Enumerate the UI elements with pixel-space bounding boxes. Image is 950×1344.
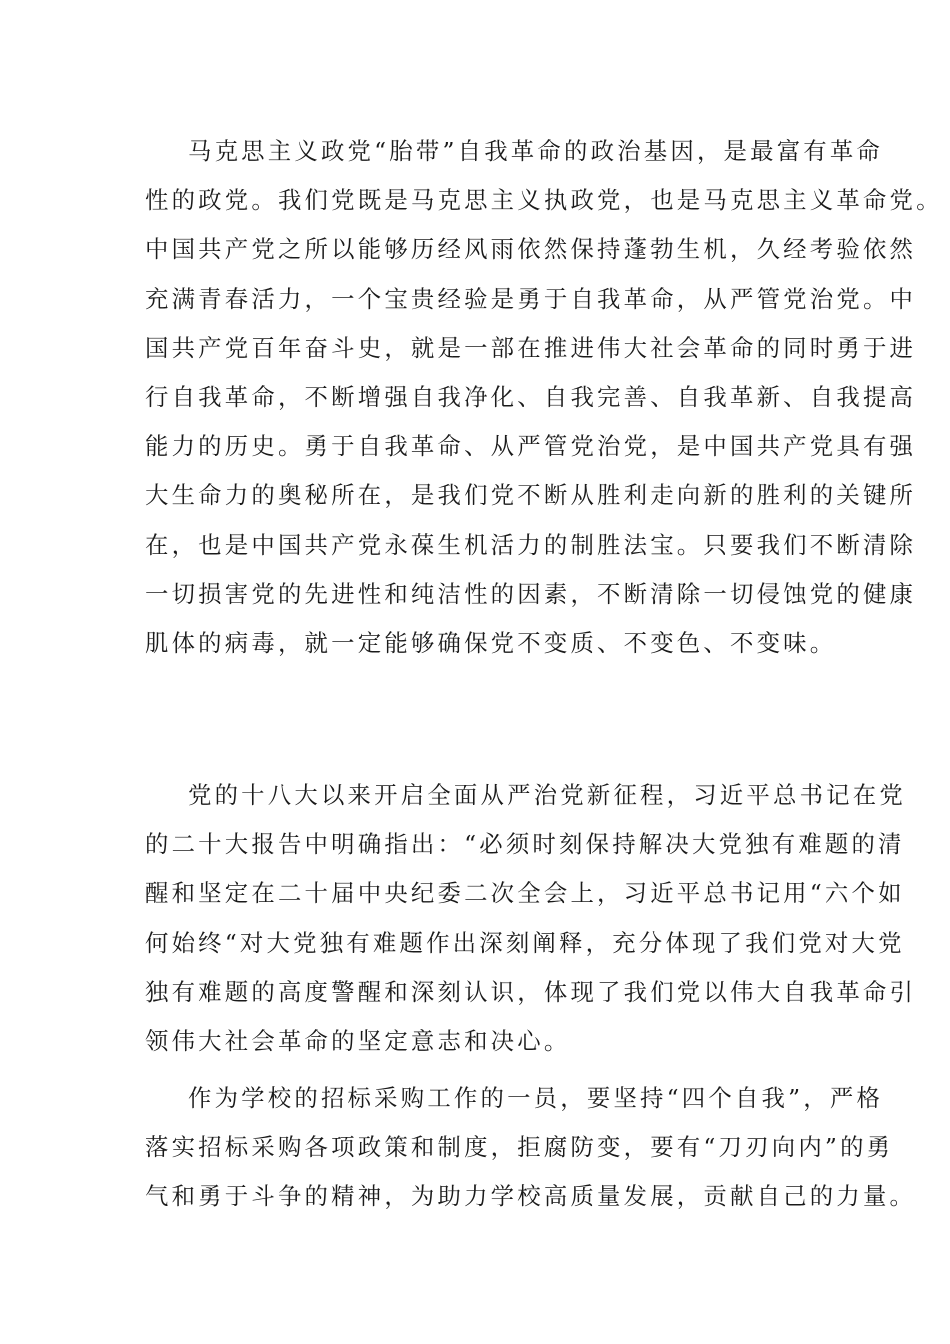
paragraph-line: 国共产党百年奋斗史，就是一部在推进伟大社会革命的同时勇于进 [145,333,917,362]
paragraph-procurement-work [145,1074,916,1222]
paragraph-line: 肌体的病毒，就一定能够确保党不变质、不变色、不变味。 [145,628,837,657]
paragraph-self-revolution [145,127,943,668]
paragraph-line: 中国共产党之所以能够历经风雨依然保持蓬勃生机，久经考验依然 [145,235,917,264]
paragraph-line: 能力的历史。勇于自我革命、从严管党治党，是中国共产党具有强 [145,432,917,461]
paragraph-line: 党的十八大以来开启全面从严治党新征程，习近平总书记在党 [188,781,906,809]
paragraph-line: 的二十大报告中明确指出：“必须时刻保持解决大党独有难题的清 [145,830,905,859]
paragraph-line: 一切损害党的先进性和纯洁性的因素，不断清除一切侵蚀党的健康 [145,579,917,608]
paragraph-line: 充满青春活力，一个宝贵经验是勇于自我革命，从严管党治党。中 [145,284,917,313]
paragraph-line: 行自我革命，不断增强自我净化、自我完善、自我革新、自我提高 [145,382,917,411]
paragraph-line: 落实招标采购各项政策和制度，拒腐防变，要有“刀刃向内”的勇 [145,1133,894,1162]
paragraph-line: 作为学校的招标采购工作的一员，要坚持“四个自我”，严格 [188,1084,884,1112]
paragraph-line: 气和勇于斗争的精神，为助力学校高质量发展，贡献自己的力量。 [145,1182,917,1211]
paragraph-line: 在，也是中国共产党永葆生机活力的制胜法宝。只要我们不断清除 [145,530,917,559]
paragraph-line: 马克思主义政党“胎带”自我革命的政治基因，是最富有革命 [188,137,884,165]
paragraph-party-discipline [145,771,916,1066]
paragraph-line: 何始终“对大党独有难题作出深刻阐释，充分体现了我们党对大党 [145,928,905,957]
paragraph-line: 性的政党。我们党既是马克思主义执政党，也是马克思主义革命党。 [145,186,943,215]
paragraph-line: 大生命力的奥秘所在，是我们党不断从胜利走向新的胜利的关键所 [145,481,917,510]
paragraph-line: 醒和坚定在二十届中央纪委二次全会上，习近平总书记用“六个如 [145,879,905,908]
paragraph-line: 领伟大社会革命的坚定意志和决心。 [145,1026,571,1055]
paragraph-line: 独有难题的高度警醒和深刻认识，体现了我们党以伟大自我革命引 [145,977,917,1006]
